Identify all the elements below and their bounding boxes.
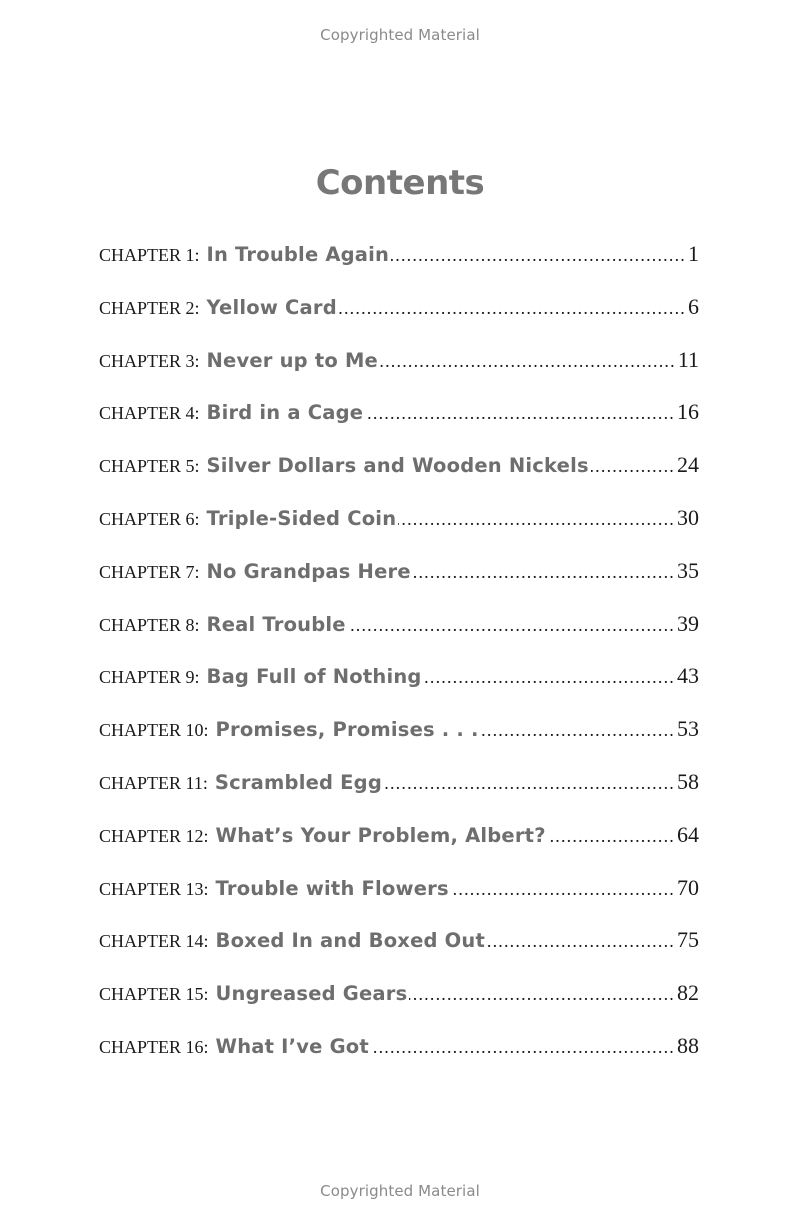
toc-entry xyxy=(99,558,699,611)
page-number: 43 xyxy=(677,663,699,689)
page-title: Contents xyxy=(315,163,485,203)
chapter-title: Yellow Card xyxy=(206,295,337,319)
dot-leader xyxy=(371,1037,675,1058)
chapter-title: Ungreased Gears xyxy=(215,982,408,1006)
toc-entry xyxy=(99,663,699,716)
page-number: 11 xyxy=(677,346,699,372)
page-number: 58 xyxy=(677,768,699,794)
chapter-number: CHAPTER 9: xyxy=(99,667,200,688)
dot-leader xyxy=(548,826,675,847)
toc-entry xyxy=(99,927,699,980)
toc-entry xyxy=(99,399,699,452)
chapter-number: CHAPTER 14: xyxy=(99,931,209,952)
chapter-number: CHAPTER 13: xyxy=(99,878,209,899)
chapter-number: CHAPTER 8: xyxy=(99,614,200,635)
chapter-title: Silver Dollars and Wooden Nickels xyxy=(206,454,589,478)
chapter-title: What I’ve Got xyxy=(215,1034,369,1058)
chapter-number: CHAPTER 5: xyxy=(99,456,200,477)
toc-entry xyxy=(99,1033,699,1086)
dot-leader xyxy=(391,245,686,266)
dot-leader xyxy=(409,984,675,1005)
dot-leader xyxy=(413,562,675,583)
page-number: 64 xyxy=(677,821,699,847)
chapter-number: CHAPTER 16: xyxy=(99,1036,209,1057)
dot-leader xyxy=(365,403,675,424)
dot-leader xyxy=(591,456,675,477)
chapter-number: CHAPTER 15: xyxy=(99,984,209,1005)
toc-entry xyxy=(99,505,699,558)
chapter-title: Bag Full of Nothing xyxy=(206,665,422,689)
page-number: 53 xyxy=(677,716,699,742)
chapter-number: CHAPTER 3: xyxy=(99,350,200,371)
chapter-title: Triple-Sided Coin xyxy=(206,506,397,530)
chapter-number: CHAPTER 4: xyxy=(99,403,200,424)
chapter-title: Never up to Me xyxy=(206,348,378,372)
dot-leader xyxy=(398,509,675,530)
chapter-title: In Trouble Again xyxy=(206,243,390,266)
toc-entry xyxy=(99,452,699,505)
page-number: 39 xyxy=(677,610,699,636)
chapter-number: CHAPTER 10: xyxy=(99,720,209,741)
toc-entry xyxy=(99,875,699,928)
chapter-title: Boxed In and Boxed Out xyxy=(215,929,486,953)
copyright-watermark-top: Copyrighted Material xyxy=(320,26,480,44)
chapter-title: Bird in a Cage xyxy=(206,401,364,425)
toc-entry xyxy=(99,822,699,875)
chapter-title: Trouble with Flowers xyxy=(215,876,449,900)
dot-leader xyxy=(339,298,686,319)
dot-leader xyxy=(487,931,675,952)
page-number: 24 xyxy=(677,452,699,478)
chapter-number: CHAPTER 6: xyxy=(99,508,200,529)
page-number: 70 xyxy=(677,874,699,900)
toc-entry xyxy=(99,716,699,769)
chapter-number: CHAPTER 7: xyxy=(99,561,200,582)
chapter-number: CHAPTER 11: xyxy=(99,772,208,793)
dot-leader xyxy=(424,667,675,688)
page-number: 88 xyxy=(677,1032,699,1058)
toc-entry xyxy=(99,241,699,294)
page-number: 16 xyxy=(677,399,699,425)
toc-entry xyxy=(99,294,699,347)
chapter-title: Scrambled Egg xyxy=(214,770,382,794)
chapter-title: What’s Your Problem, Albert? xyxy=(215,823,546,847)
copyright-watermark-bottom: Copyrighted Material xyxy=(320,1182,480,1200)
page-number: 35 xyxy=(677,557,699,583)
table-of-contents xyxy=(99,241,699,1086)
chapter-title: Real Trouble xyxy=(206,612,346,636)
chapter-title: No Grandpas Here xyxy=(206,559,411,583)
dot-leader xyxy=(348,615,675,636)
chapter-number: CHAPTER 1: xyxy=(99,245,200,265)
page-number: 30 xyxy=(677,504,699,530)
chapter-number: CHAPTER 2: xyxy=(99,297,200,318)
toc-entry xyxy=(99,769,699,822)
dot-leader xyxy=(451,879,675,900)
page-number: 1 xyxy=(688,241,699,266)
toc-entry xyxy=(99,611,699,664)
page-number: 75 xyxy=(677,927,699,953)
dot-leader xyxy=(384,773,675,794)
page-number: 82 xyxy=(677,980,699,1006)
toc-entry xyxy=(99,347,699,400)
toc-entry xyxy=(99,980,699,1033)
chapter-title: Promises, Promises . . . xyxy=(215,718,479,742)
dot-leader xyxy=(380,351,676,372)
page-number: 6 xyxy=(688,293,699,319)
chapter-number: CHAPTER 12: xyxy=(99,825,209,846)
dot-leader xyxy=(481,720,675,741)
